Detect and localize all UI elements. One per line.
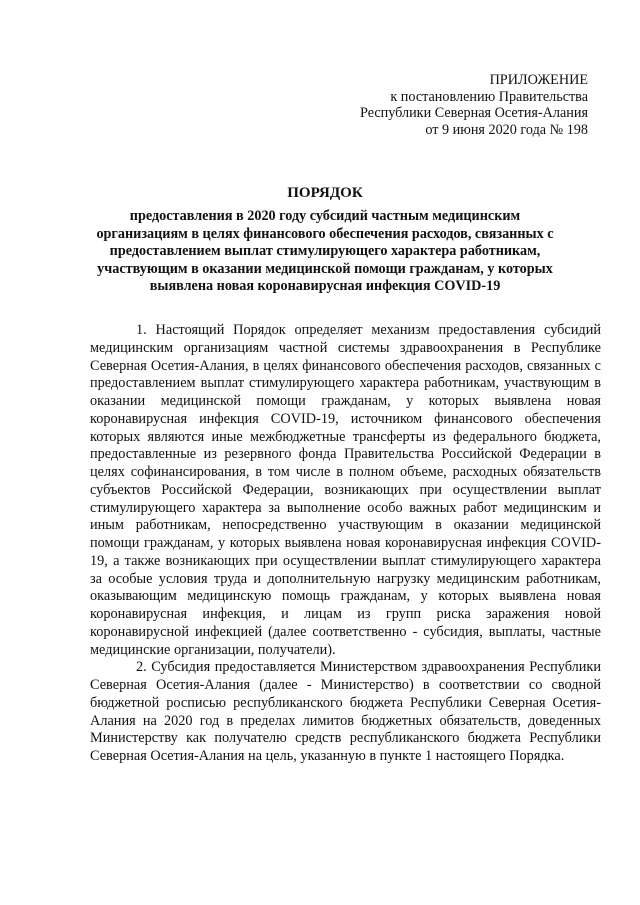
attachment-label: ПРИЛОЖЕНИЕ bbox=[489, 72, 588, 88]
attachment-government-line: Республики Северная Осетия-Алания bbox=[359, 105, 588, 121]
document-body bbox=[90, 322, 601, 766]
paragraph-2: 2. Субсидия предоставляется Министерством здравоохранения Республики Северная Осетия-Алания (далее - Министерство) в соответствии со сводной бюджетной росписью республиканского бюджета Республики Северная Осетия-Алания на 2020 год в пределах лимитов бюджетных обязательств, доведенных Министерству как получателю средств республиканского бюджета Республики Северная Осетия-Алания на цель, указанную в пункте 1 настоящего Порядка. bbox=[90, 659, 601, 764]
attachment-header bbox=[248, 72, 588, 138]
document-subtitle: предоставления в 2020 году субсидий частным медицинским организациям в целях финансового обеспечения расходов, связанных с предоставлением выплат стимулирующего характера работникам, участвующим в оказании медицинской помощи гражданам, у которых выявлена новая коронавирусная инфекция COVID-19 bbox=[96, 208, 554, 295]
paragraph-1: 1. Настоящий Порядок определяет механизм предоставления субсидий медицинским организациям частной системы здравоохранения в Республике Северная Осетия-Алания, в целях финансового обеспечения расходов, связанных с предоставлением выплат стимулирующего характера работникам, участвующим в оказании медицинской помощи гражданам, у которых выявлена новая коронавирусная инфекция COVID-19, источником финансового обеспечения которых являются иные межбюджетные трансферты из федерального бюджета, предоставленные из резервного фонда Правительства Российской Федерации в целях софинансирования, в том числе в полном объеме, расходных обязательств субъектов Российской Федерации, возникающих при осуществлении выплат стимулирующего характера за выполнение особо важных работ медицинским и иным работникам, непосредственно участвующим в оказании медицинской помощи гражданам, у которых выявлена новая коронавирусная инфекция COVID-19, а также возникающих при осуществлении выплат стимулирующего характера за особые условия труда и дополнительную нагрузку медицинским работникам, оказывающим медицинскую помощь гражданам, у которых выявлена новая коронавирусная инфекция, и лицам из групп риска заражения новой коронавирусной инфекцией (далее соответственно - субсидия, выплаты, частные медицинские организации, получатели). bbox=[90, 322, 601, 658]
document-title: ПОРЯДОК bbox=[287, 185, 363, 201]
attachment-resolution-line: к постановлению Правительства bbox=[390, 88, 588, 105]
attachment-date-line: от 9 июня 2020 года № 198 bbox=[425, 121, 588, 138]
document-heading bbox=[90, 184, 560, 296]
